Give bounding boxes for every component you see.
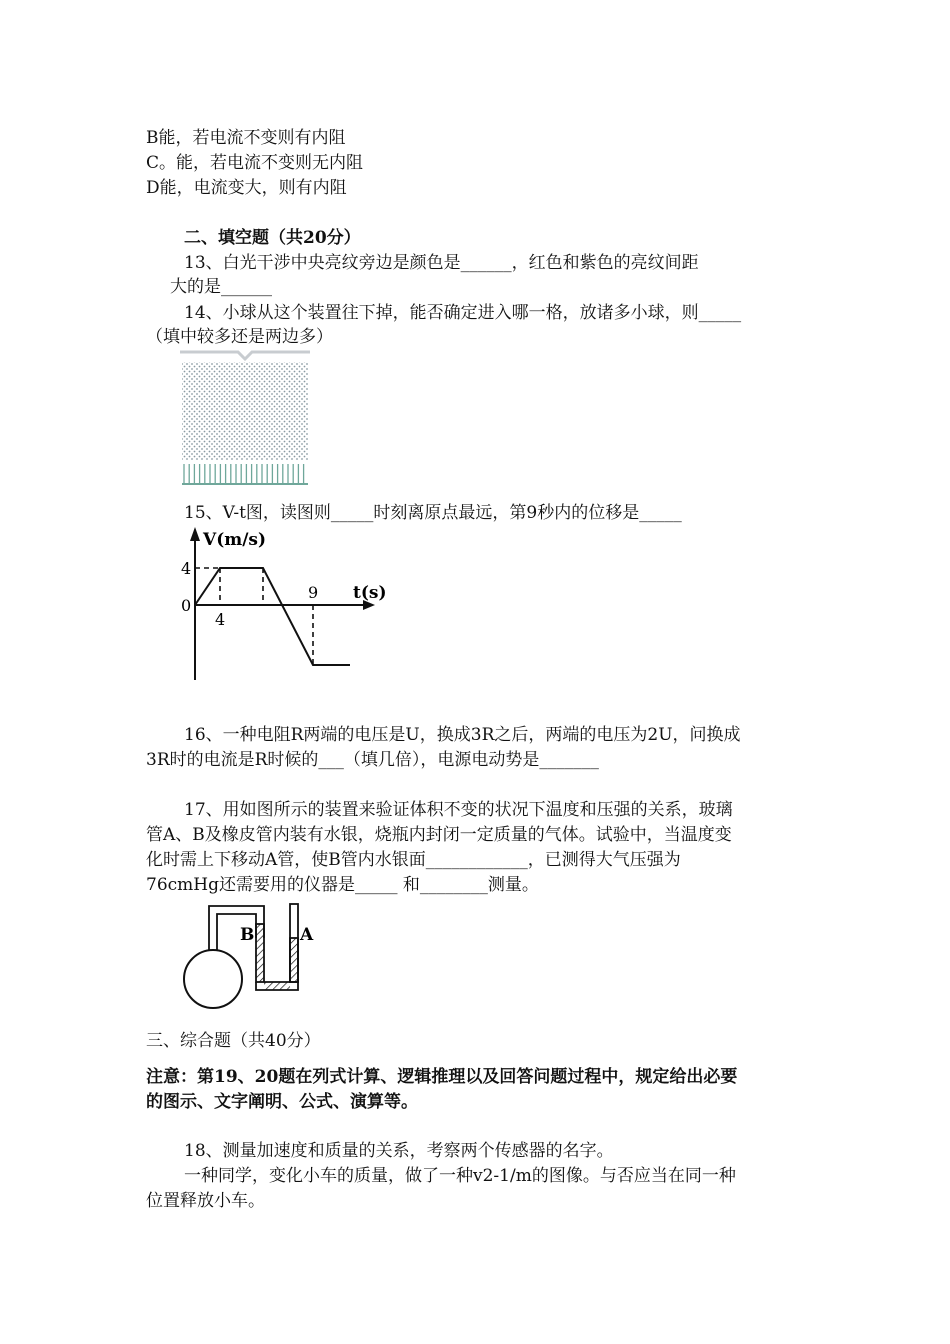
tick-label-origin: 0 xyxy=(181,596,192,615)
option-c: C。能，若电流不变则无内阻 xyxy=(146,153,364,173)
q15-text: 15、V-t图，读图则_____时刻离原点最远，第9秒内的位移是_____ xyxy=(184,503,682,523)
tick-label-t9: 9 xyxy=(308,583,319,602)
section3-heading: 三、综合题（共40分） xyxy=(146,1031,321,1051)
section2-heading: 二、填空题（共20分） xyxy=(184,228,361,248)
note-line1: 注意：第19、20题在列式计算、逻辑推理以及回答问题过程中，规定给出必要 xyxy=(146,1067,738,1087)
q17-line1: 17、用如图所示的装置来验证体积不变的状况下温度和压强的关系，玻璃 xyxy=(184,800,733,820)
vt-graph xyxy=(175,525,405,685)
tick-label-v4: 4 xyxy=(181,559,192,578)
label-a: A xyxy=(300,925,314,945)
y-axis-label: V(m/s) xyxy=(203,530,267,550)
q17-line4: 76cmHg还需要用的仪器是_____ 和________测量。 xyxy=(146,875,539,895)
q18-line2: 一种同学，变化小车的质量，做了一种v2-1/m的图像。与否应当在同一种 xyxy=(184,1166,736,1186)
option-b: B能，若电流不变则有内阻 xyxy=(146,128,346,148)
q13-line1: 13、白光干涉中央亮纹旁边是颜色是______，红色和紫色的亮纹间距 xyxy=(184,253,699,273)
q16-line2: 3R时的电流是R时候的___（填几倍），电源电动势是_______ xyxy=(146,750,599,770)
label-b: B xyxy=(240,925,255,945)
q17-line3: 化时需上下移动A管，使B管内水银面____________，已测得大气压强为 xyxy=(146,850,681,870)
option-d: D能，电流变大，则有内阻 xyxy=(146,178,347,198)
tube-b-mercury xyxy=(256,924,264,982)
q16-line1: 16、一种电阻R两端的电压是U，换成3R之后，两端的电压为2U，问换成 xyxy=(184,725,741,745)
tube-a-mercury xyxy=(290,938,298,982)
flask xyxy=(184,950,242,1008)
apparatus-figure xyxy=(180,898,320,1012)
galton-board-figure xyxy=(178,350,312,490)
y-axis-arrow xyxy=(190,527,200,541)
q13-line2: 大的是______ xyxy=(170,277,272,297)
q14-line1: 14、小球从这个装置往下掉，能否确定进入哪一格，放诸多小球，则_____ xyxy=(184,303,742,323)
q17-line2: 管A、B及橡皮管内装有水银，烧瓶内封闭一定质量的气体。试验中，当温度变 xyxy=(146,825,732,845)
tick-label-t4: 4 xyxy=(215,610,226,629)
x-axis-label: t(s) xyxy=(353,583,387,603)
q18-line3: 位置释放小车。 xyxy=(146,1191,265,1211)
q14-line2: （填中较多还是两边多） xyxy=(146,327,333,347)
note-line2: 的图示、文字阐明、公式、演算等。 xyxy=(146,1092,418,1112)
q18-line1: 18、测量加速度和质量的关系，考察两个传感器的名字。 xyxy=(184,1141,614,1161)
